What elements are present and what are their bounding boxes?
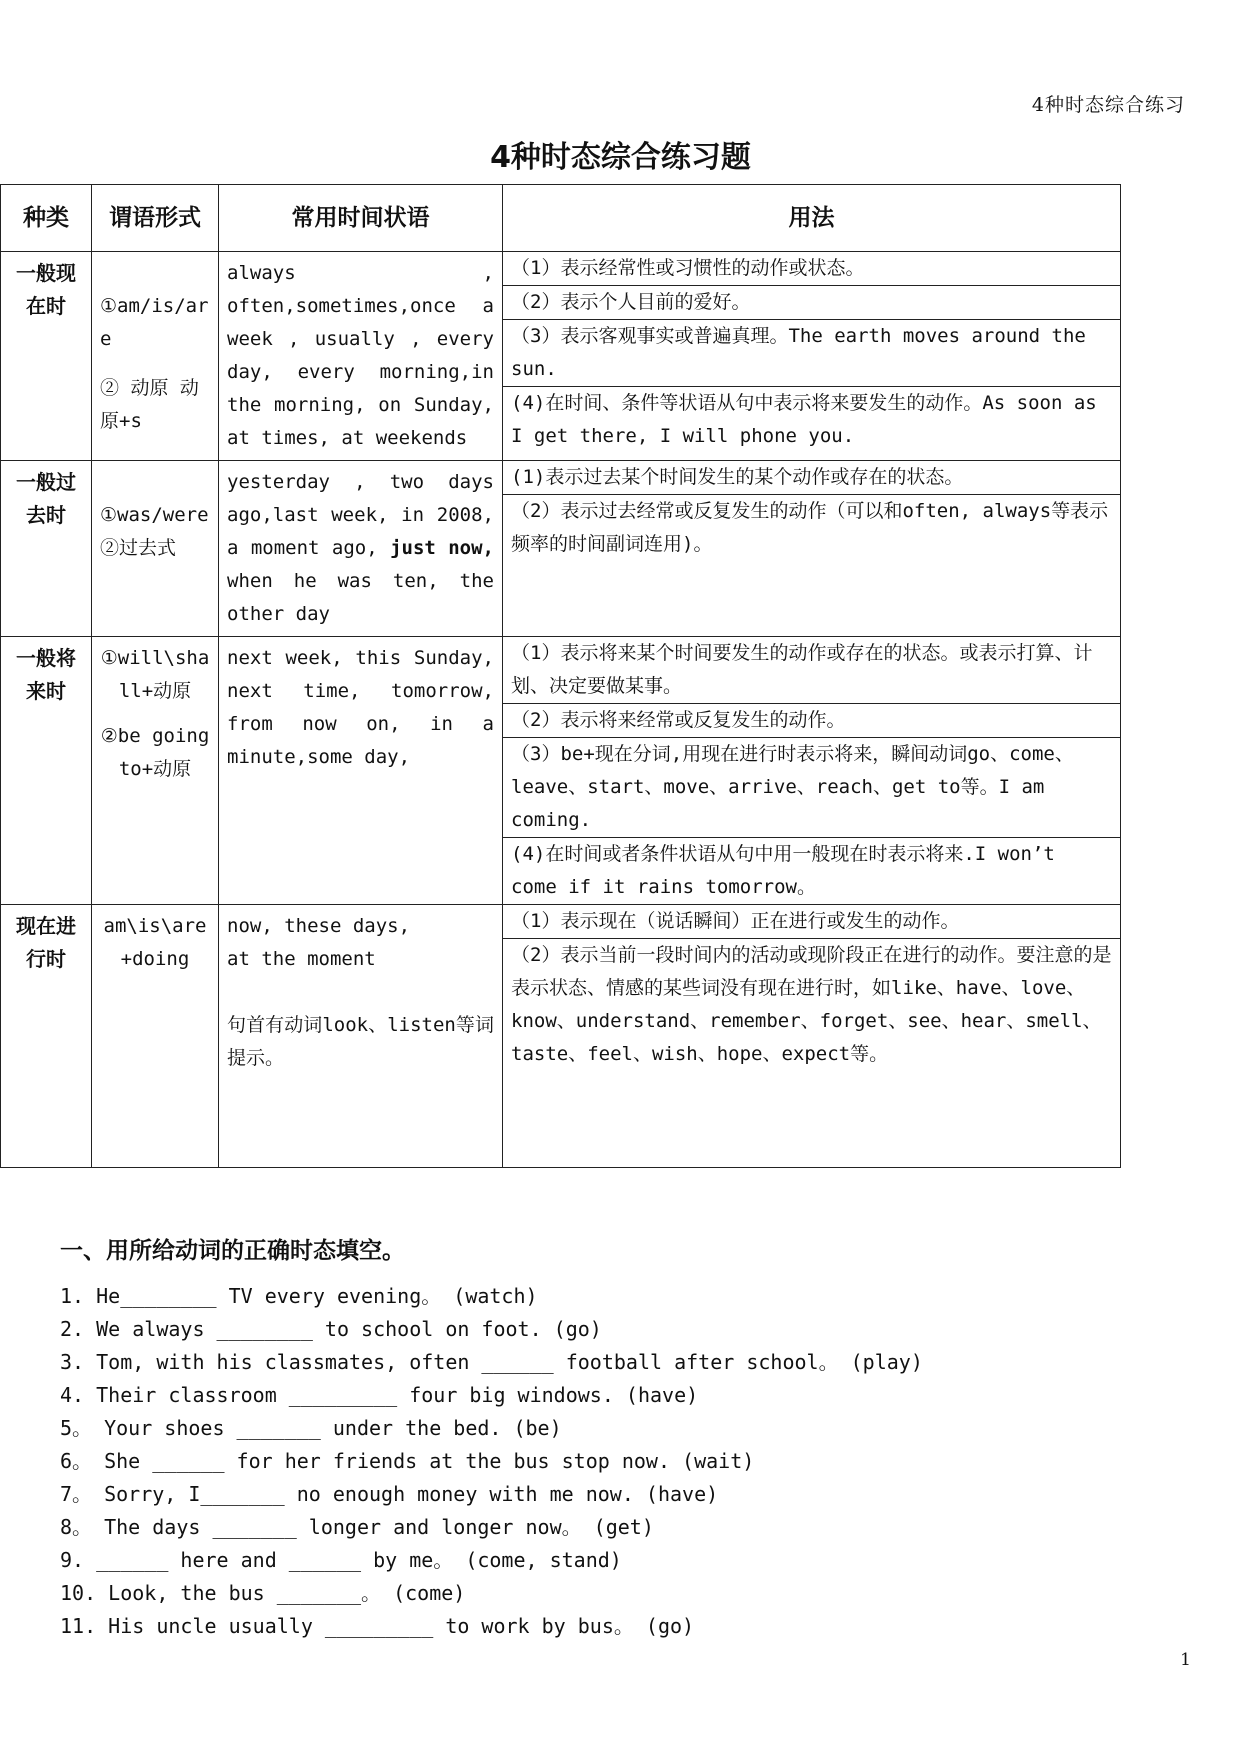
tense-kind-cell xyxy=(1,905,92,1168)
header-usage: 用法 xyxy=(503,185,1121,252)
form-line: ①was/were xyxy=(100,504,209,526)
tense-kind-line: 行时 xyxy=(26,947,66,971)
usage-cell xyxy=(503,461,1121,637)
usage-line: （1）表示将来某个时间要发生的动作或存在的状态。或表示打算、计划、决定要做某事。 xyxy=(503,637,1120,704)
usage-line: （2）表示当前一段时间内的活动或现阶段正在进行的动作。要注意的是表示状态、情感的某些词没有现在进行时，如like、have、love、know、understand、remember、forget、see、hear、smell、taste、feel、wish、hope、expect等。 xyxy=(511,944,1112,1065)
tense-kind-line: 在时 xyxy=(26,294,66,318)
form-line: am\is\are +doing xyxy=(103,915,207,970)
tense-kind-line: 来时 xyxy=(26,679,66,703)
header-time: 常用时间状语 xyxy=(219,185,503,252)
page-number: 1 xyxy=(1180,1650,1191,1670)
section-title: 一、用所给动词的正确时态填空。 xyxy=(60,1238,405,1264)
table-row xyxy=(1,637,1121,905)
tense-kind-line: 去时 xyxy=(26,503,66,527)
tense-table xyxy=(0,184,1121,1168)
time-cell xyxy=(219,461,503,637)
form-line: ①am/is/are xyxy=(100,295,209,350)
exercise-item: 10. Look, the bus _______。 (come) xyxy=(60,1581,466,1605)
form-line: ②be going to+动原 xyxy=(100,725,210,780)
tense-kind-line: 现在进 xyxy=(16,914,76,938)
exercise-item: 3. Tom, with his classmates, often ______ football after school。 (play) xyxy=(60,1350,923,1374)
usage-cell xyxy=(503,252,1121,461)
usage-cell xyxy=(503,905,1121,1168)
usage-line: （1）表示现在（说话瞬间）正在进行或发生的动作。 xyxy=(503,905,1120,939)
exercise-item: 7。 Sorry, I_______ no enough money with me now. (have) xyxy=(60,1482,719,1506)
time-cell xyxy=(219,905,503,1168)
usage-line: （3）表示客观事实或普遍真理。The earth moves around the sun. xyxy=(503,320,1120,387)
form-cell xyxy=(92,905,219,1168)
tense-kind-cell xyxy=(1,461,92,637)
table-row xyxy=(1,252,1121,461)
form-cell xyxy=(92,461,219,637)
usage-line: (4)在时间或者条件状语从句中用一般现在时表示将来.I won’t come if it rains tomorrow。 xyxy=(511,843,1055,898)
usage-line: （3）be+现在分词,用现在进行时表示将来，瞬间动词go、come、leave、start、move、arrive、reach、get to等。I am coming. xyxy=(503,738,1120,838)
exercise-item: 6。 She ______ for her friends at the bus stop now. (wait) xyxy=(60,1449,755,1473)
form-cell xyxy=(92,637,219,905)
time-line: now, these days, xyxy=(227,915,411,937)
time-text: yesterday , two days ago,last week, in 2008, a moment ago, xyxy=(227,471,494,559)
time-line: next week, this Sunday, next time, tomorrow, from now on, in a minute,some day, xyxy=(227,647,494,768)
tense-kind-line: 一般将 xyxy=(16,646,76,670)
time-text-bold: just now, xyxy=(377,537,494,559)
exercise-item: 9. ______ here and ______ by me。 (come, stand) xyxy=(60,1548,622,1572)
time-line: always , often,sometimes,once a week , usually , every day, every morning,in the morning, on Sunday, at times, at weekends xyxy=(227,262,494,449)
usage-line: （2）表示过去经常或反复发生的动作（可以和often, always等表示频率的时间副词连用)。 xyxy=(511,500,1109,555)
usage-line: (1)表示过去某个时间发生的某个动作或存在的状态。 xyxy=(503,461,1120,495)
usage-line: （1）表示经常性或习惯性的动作或状态。 xyxy=(503,252,1120,286)
running-header: 4种时态综合练习 xyxy=(1031,94,1185,116)
exercise-item: 4. Their classroom _________ four big windows. (have) xyxy=(60,1383,699,1407)
exercise-item: 1. He________ TV every evening。 (watch) xyxy=(60,1284,538,1308)
time-text: when he was ten, the other day xyxy=(227,570,494,625)
exercise-item: 11. His uncle usually _________ to work by bus。 (go) xyxy=(60,1614,695,1638)
time-cell xyxy=(219,252,503,461)
form-line: ②过去式 xyxy=(100,537,177,559)
exercise-item: 5。 Your shoes _______ under the bed. (be) xyxy=(60,1416,562,1440)
form-line: ①will\shall+动原 xyxy=(100,647,210,702)
table-header-row xyxy=(1,185,1121,252)
exercise-list xyxy=(60,1280,923,1643)
tense-kind-line: 一般现 xyxy=(16,261,76,285)
usage-line: （2）表示个人目前的爱好。 xyxy=(503,286,1120,320)
exercise-item: 8。 The days _______ longer and longer now。 (get) xyxy=(60,1515,654,1539)
form-cell xyxy=(92,252,219,461)
usage-line: (4)在时间、条件等状语从句中表示将来要发生的动作。As soon as I get there, I will phone you. xyxy=(511,392,1097,447)
time-line: 句首有动词look、listen等词提示。 xyxy=(227,1014,494,1069)
usage-line: （2）表示将来经常或反复发生的动作。 xyxy=(503,704,1120,738)
tense-kind-line: 一般过 xyxy=(16,470,76,494)
time-line: at the moment xyxy=(227,948,376,970)
header-form: 谓语形式 xyxy=(92,185,219,252)
tense-kind-cell xyxy=(1,637,92,905)
header-kind: 种类 xyxy=(1,185,92,252)
exercise-item: 2. We always ________ to school on foot. (go) xyxy=(60,1317,602,1341)
document-title: 4种时态综合练习题 xyxy=(490,140,751,175)
table-row xyxy=(1,461,1121,637)
table-row xyxy=(1,905,1121,1168)
time-cell xyxy=(219,637,503,905)
tense-kind-cell xyxy=(1,252,92,461)
usage-cell xyxy=(503,637,1121,905)
form-line: ② 动原 动原+s xyxy=(100,377,199,432)
